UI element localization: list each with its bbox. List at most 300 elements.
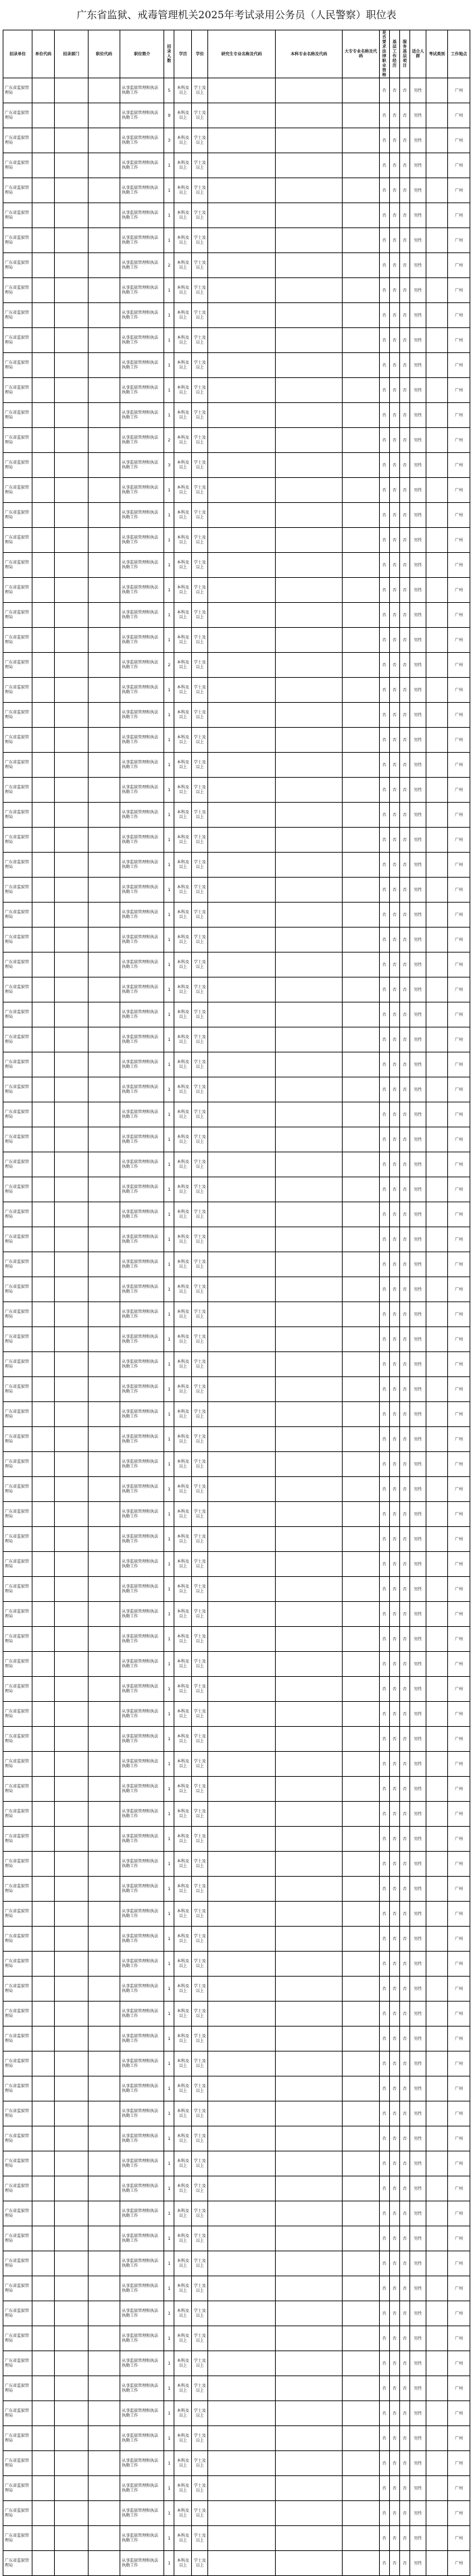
table-cell xyxy=(54,278,88,303)
table-cell xyxy=(275,1727,343,1752)
table-cell: 否 xyxy=(379,2451,389,2476)
table-row xyxy=(3,1252,470,1277)
table-cell xyxy=(208,1977,276,2002)
table-cell xyxy=(88,2426,120,2451)
table-cell xyxy=(88,2351,120,2376)
table-cell: 否 xyxy=(399,2451,409,2476)
table-cell xyxy=(426,1027,447,1052)
table-cell xyxy=(208,828,276,853)
table-cell: 本科及以上 xyxy=(174,2401,192,2426)
table-row xyxy=(3,1452,470,1477)
table-cell: 1 xyxy=(164,2526,174,2551)
table-cell xyxy=(275,1352,343,1377)
table-cell: 1 xyxy=(164,828,174,853)
table-cell: 否 xyxy=(399,1002,409,1027)
table-cell: 否 xyxy=(379,2002,389,2027)
table-cell: 学士及以上 xyxy=(192,253,208,278)
table-cell: 广州 xyxy=(448,578,470,603)
table-cell xyxy=(343,1252,379,1277)
table-cell: 否 xyxy=(399,1877,409,1902)
table-cell xyxy=(32,2101,54,2126)
table-cell xyxy=(426,1227,447,1252)
table-cell xyxy=(208,2076,276,2101)
table-cell: 男性 xyxy=(410,2501,426,2526)
table-cell xyxy=(426,1477,447,1502)
table-cell xyxy=(275,2451,343,2476)
table-row xyxy=(3,1402,470,1427)
table-cell: 否 xyxy=(379,1027,389,1052)
table-cell xyxy=(88,428,120,453)
table-cell: 否 xyxy=(379,1152,389,1177)
table-cell: 否 xyxy=(379,528,389,553)
table-cell: 男性 xyxy=(410,378,426,403)
table-cell xyxy=(343,928,379,952)
table-cell xyxy=(426,1827,447,1852)
table-cell: 男性 xyxy=(410,753,426,778)
table-cell xyxy=(54,2151,88,2176)
table-cell: 本科及以上 xyxy=(174,1202,192,1227)
table-cell: 否 xyxy=(399,1502,409,1527)
table-cell: 男性 xyxy=(410,977,426,1002)
table-cell xyxy=(343,1752,379,1777)
table-cell xyxy=(275,1402,343,1427)
table-cell: 本科及以上 xyxy=(174,2276,192,2301)
table-cell: 从事监狱管理和执法执勤工作 xyxy=(120,1902,164,1927)
table-cell: 本科及以上 xyxy=(174,1552,192,1577)
table-cell: 本科及以上 xyxy=(174,1452,192,1477)
table-cell: 否 xyxy=(379,1777,389,1802)
table-cell xyxy=(275,1552,343,1577)
table-cell: 否 xyxy=(379,353,389,378)
table-cell xyxy=(208,2126,276,2151)
table-cell xyxy=(426,2351,447,2376)
table-cell: 男性 xyxy=(410,628,426,653)
table-cell: 广东省监狱管理局 xyxy=(3,1602,32,1627)
table-cell xyxy=(426,1677,447,1702)
table-cell: 否 xyxy=(389,603,399,628)
table-cell xyxy=(426,1127,447,1152)
table-cell xyxy=(343,1427,379,1452)
table-cell: 否 xyxy=(389,2351,399,2376)
table-cell: 否 xyxy=(399,828,409,853)
table-cell xyxy=(343,453,379,478)
table-cell xyxy=(54,1327,88,1352)
table-cell: 学士及以上 xyxy=(192,453,208,478)
table-cell xyxy=(343,1302,379,1327)
table-cell xyxy=(208,952,276,977)
table-cell: 广东省监狱管理局 xyxy=(3,2076,32,2101)
table-cell: 广州 xyxy=(448,1027,470,1052)
table-cell xyxy=(426,2251,447,2276)
table-cell xyxy=(32,977,54,1002)
table-cell xyxy=(88,1852,120,1877)
table-cell xyxy=(275,1302,343,1327)
table-cell: 否 xyxy=(399,903,409,928)
table-cell xyxy=(208,2027,276,2051)
table-cell xyxy=(32,603,54,628)
table-cell: 否 xyxy=(399,1277,409,1302)
table-cell xyxy=(32,878,54,903)
table-cell xyxy=(88,1652,120,1677)
table-cell xyxy=(208,1202,276,1227)
table-cell: 学士及以上 xyxy=(192,653,208,678)
table-cell: 否 xyxy=(379,478,389,503)
table-cell: 否 xyxy=(379,1602,389,1627)
table-cell xyxy=(275,153,343,178)
table-cell xyxy=(208,2476,276,2501)
table-row xyxy=(3,1802,470,1827)
table-cell xyxy=(88,1677,120,1702)
table-cell: 否 xyxy=(379,1977,389,2002)
table-cell: 广东省监狱管理局 xyxy=(3,628,32,653)
table-cell: 否 xyxy=(379,1727,389,1752)
table-cell xyxy=(275,2301,343,2326)
table-cell xyxy=(32,153,54,178)
table-cell: 否 xyxy=(379,278,389,303)
table-cell: 学士及以上 xyxy=(192,2501,208,2526)
table-cell xyxy=(343,1377,379,1402)
table-cell: 男性 xyxy=(410,1002,426,1027)
table-cell: 否 xyxy=(389,303,399,328)
table-cell: 广东省监狱管理局 xyxy=(3,1252,32,1277)
table-cell xyxy=(426,1602,447,1627)
table-cell: 否 xyxy=(389,1277,399,1302)
table-cell: 广东省监狱管理局 xyxy=(3,1502,32,1527)
table-row xyxy=(3,2226,470,2251)
table-cell xyxy=(426,653,447,678)
table-cell: 1 xyxy=(164,353,174,378)
table-cell: 本科及以上 xyxy=(174,103,192,128)
table-cell xyxy=(54,2376,88,2401)
table-cell xyxy=(32,1352,54,1377)
table-cell xyxy=(208,378,276,403)
table-cell: 1 xyxy=(164,1727,174,1752)
table-cell: 1 xyxy=(164,2376,174,2401)
table-cell xyxy=(426,2401,447,2426)
table-cell xyxy=(426,128,447,153)
table-cell xyxy=(275,1902,343,1927)
table-cell xyxy=(208,1052,276,1077)
table-row xyxy=(3,952,470,977)
table-cell xyxy=(343,2276,379,2301)
table-cell: 从事监狱管理和执法执勤工作 xyxy=(120,1027,164,1052)
table-cell: 广东省监狱管理局 xyxy=(3,828,32,853)
table-cell: 否 xyxy=(379,2076,389,2101)
table-cell xyxy=(275,428,343,453)
table-cell: 否 xyxy=(379,1327,389,1352)
table-cell: 广东省监狱管理局 xyxy=(3,2201,32,2226)
table-cell xyxy=(54,1802,88,1827)
table-cell: 否 xyxy=(389,977,399,1002)
table-row xyxy=(3,1727,470,1752)
table-cell: 学士及以上 xyxy=(192,203,208,228)
table-cell xyxy=(32,1327,54,1352)
table-cell xyxy=(343,1902,379,1927)
table-cell: 广州 xyxy=(448,153,470,178)
table-cell xyxy=(54,178,88,203)
table-cell: 否 xyxy=(399,2176,409,2201)
table-cell xyxy=(426,203,447,228)
table-cell xyxy=(426,403,447,428)
table-cell: 广东省监狱管理局 xyxy=(3,353,32,378)
table-cell: 1 xyxy=(164,1352,174,1377)
table-cell: 1 xyxy=(164,2276,174,2301)
table-cell xyxy=(208,253,276,278)
table-cell: 从事监狱管理和执法执勤工作 xyxy=(120,2276,164,2301)
table-cell: 否 xyxy=(379,2101,389,2126)
table-cell: 否 xyxy=(389,1952,399,1977)
table-cell: 学士及以上 xyxy=(192,2027,208,2051)
table-cell xyxy=(426,1002,447,1027)
table-cell: 男性 xyxy=(410,2051,426,2076)
table-cell xyxy=(426,78,447,103)
table-cell: 广州 xyxy=(448,528,470,553)
table-cell: 否 xyxy=(379,1052,389,1077)
table-cell: 从事监狱管理和执法执勤工作 xyxy=(120,1877,164,1902)
table-cell: 男性 xyxy=(410,2301,426,2326)
column-header: 单位代码 xyxy=(32,30,54,78)
table-cell: 否 xyxy=(389,2201,399,2226)
table-cell xyxy=(54,1827,88,1852)
table-cell: 1 xyxy=(164,1677,174,1702)
table-cell: 学士及以上 xyxy=(192,2351,208,2376)
table-cell: 1 xyxy=(164,2326,174,2351)
table-cell: 学士及以上 xyxy=(192,2176,208,2201)
table-cell: 男性 xyxy=(410,1852,426,1877)
table-cell: 从事监狱管理和执法执勤工作 xyxy=(120,1527,164,1552)
table-cell xyxy=(208,703,276,728)
table-cell xyxy=(88,1102,120,1127)
table-cell xyxy=(88,2551,120,2576)
table-cell xyxy=(54,78,88,103)
table-cell: 1 xyxy=(164,2451,174,2476)
table-row xyxy=(3,1227,470,1252)
table-cell xyxy=(32,228,54,253)
table-cell: 学士及以上 xyxy=(192,1027,208,1052)
table-cell xyxy=(32,1952,54,1977)
table-cell: 从事监狱管理和执法执勤工作 xyxy=(120,1552,164,1577)
table-cell xyxy=(88,753,120,778)
table-cell: 否 xyxy=(389,1927,399,1952)
table-cell: 否 xyxy=(389,1077,399,1102)
table-cell: 本科及以上 xyxy=(174,1352,192,1377)
table-cell xyxy=(343,1777,379,1802)
table-cell: 否 xyxy=(389,2251,399,2276)
table-cell: 否 xyxy=(399,2126,409,2151)
table-cell: 男性 xyxy=(410,2226,426,2251)
table-cell: 广州 xyxy=(448,977,470,1002)
table-cell: 广东省监狱管理局 xyxy=(3,753,32,778)
table-cell: 否 xyxy=(399,1302,409,1327)
table-row xyxy=(3,1702,470,1727)
table-cell: 否 xyxy=(389,1327,399,1352)
table-cell xyxy=(88,1477,120,1502)
table-cell: 学士及以上 xyxy=(192,1152,208,1177)
table-cell xyxy=(343,2376,379,2401)
table-cell: 学士及以上 xyxy=(192,2526,208,2551)
table-cell xyxy=(343,2526,379,2551)
table-cell: 广州 xyxy=(448,1402,470,1427)
table-cell: 广州 xyxy=(448,1752,470,1777)
table-cell xyxy=(88,2276,120,2301)
table-cell: 广州 xyxy=(448,1102,470,1127)
table-cell: 否 xyxy=(399,928,409,952)
table-cell xyxy=(54,553,88,578)
table-cell: 学士及以上 xyxy=(192,1752,208,1777)
table-cell: 否 xyxy=(379,128,389,153)
table-row xyxy=(3,1052,470,1077)
table-cell xyxy=(88,1252,120,1277)
table-cell: 从事监狱管理和执法执勤工作 xyxy=(120,1502,164,1527)
table-row xyxy=(3,303,470,328)
table-cell xyxy=(208,228,276,253)
table-cell: 广东省监狱管理局 xyxy=(3,1927,32,1952)
table-cell xyxy=(426,1277,447,1302)
table-cell xyxy=(32,78,54,103)
table-cell xyxy=(54,728,88,753)
table-cell: 广州 xyxy=(448,903,470,928)
table-cell xyxy=(88,1577,120,1602)
table-cell xyxy=(54,1502,88,1527)
table-cell: 从事监狱管理和执法执勤工作 xyxy=(120,1952,164,1977)
table-cell xyxy=(32,1677,54,1702)
table-cell: 1 xyxy=(164,578,174,603)
table-row xyxy=(3,178,470,203)
table-cell: 否 xyxy=(379,1352,389,1377)
table-cell xyxy=(32,203,54,228)
table-row xyxy=(3,1877,470,1902)
table-cell: 学士及以上 xyxy=(192,1527,208,1552)
table-cell xyxy=(32,903,54,928)
table-cell: 本科及以上 xyxy=(174,253,192,278)
table-cell: 否 xyxy=(389,2551,399,2576)
table-row xyxy=(3,2151,470,2176)
table-cell xyxy=(275,1027,343,1052)
table-cell: 广东省监狱管理局 xyxy=(3,1377,32,1402)
table-cell xyxy=(426,1402,447,1427)
table-cell xyxy=(208,2251,276,2276)
table-cell xyxy=(426,2151,447,2176)
table-cell: 广东省监狱管理局 xyxy=(3,503,32,528)
table-cell: 否 xyxy=(379,1827,389,1852)
table-cell xyxy=(426,1902,447,1927)
table-cell: 否 xyxy=(399,303,409,328)
table-cell xyxy=(343,2501,379,2526)
table-cell: 否 xyxy=(389,1702,399,1727)
table-cell: 否 xyxy=(379,2051,389,2076)
table-cell: 男性 xyxy=(410,878,426,903)
table-cell xyxy=(275,2476,343,2501)
table-cell: 1 xyxy=(164,2051,174,2076)
table-cell xyxy=(426,2027,447,2051)
table-row xyxy=(3,803,470,828)
table-cell: 学士及以上 xyxy=(192,178,208,203)
table-row xyxy=(3,2426,470,2451)
table-cell: 否 xyxy=(399,1402,409,1427)
table-cell: 学士及以上 xyxy=(192,1952,208,1977)
table-cell xyxy=(54,128,88,153)
table-cell: 广东省监狱管理局 xyxy=(3,253,32,278)
table-cell: 从事监狱管理和执法执勤工作 xyxy=(120,653,164,678)
table-cell: 学士及以上 xyxy=(192,628,208,653)
table-cell: 学士及以上 xyxy=(192,1902,208,1927)
table-cell: 否 xyxy=(379,2376,389,2401)
column-header: 大专专业名称及代码 xyxy=(343,30,379,78)
table-cell xyxy=(32,2401,54,2426)
table-row xyxy=(3,1552,470,1577)
table-cell: 广州 xyxy=(448,2201,470,2226)
table-cell: 从事监狱管理和执法执勤工作 xyxy=(120,1302,164,1327)
table-cell: 从事监狱管理和执法执勤工作 xyxy=(120,2301,164,2326)
table-cell xyxy=(426,1327,447,1352)
table-cell xyxy=(208,1552,276,1577)
table-cell xyxy=(208,1327,276,1352)
table-cell xyxy=(54,653,88,678)
table-cell: 否 xyxy=(389,1552,399,1577)
table-cell: 否 xyxy=(399,2376,409,2401)
table-cell xyxy=(88,977,120,1002)
table-cell: 学士及以上 xyxy=(192,828,208,853)
table-cell: 本科及以上 xyxy=(174,528,192,553)
table-cell xyxy=(32,253,54,278)
table-cell: 否 xyxy=(389,1802,399,1827)
table-cell: 广东省监狱管理局 xyxy=(3,2301,32,2326)
table-cell: 学士及以上 xyxy=(192,1877,208,1902)
table-cell xyxy=(88,703,120,728)
table-cell: 本科及以上 xyxy=(174,2051,192,2076)
table-cell xyxy=(88,2376,120,2401)
table-cell: 否 xyxy=(399,1327,409,1352)
table-cell: 本科及以上 xyxy=(174,2426,192,2451)
table-cell xyxy=(208,2501,276,2526)
table-cell: 1 xyxy=(164,1652,174,1677)
table-cell: 否 xyxy=(379,1852,389,1877)
table-cell xyxy=(426,278,447,303)
table-cell xyxy=(208,103,276,128)
table-cell: 否 xyxy=(399,1077,409,1102)
table-cell: 否 xyxy=(389,2501,399,2526)
table-cell xyxy=(275,228,343,253)
table-cell xyxy=(426,1627,447,1652)
table-cell: 否 xyxy=(389,2076,399,2101)
table-cell: 1 xyxy=(164,1852,174,1877)
table-cell: 1 xyxy=(164,403,174,428)
table-cell xyxy=(208,153,276,178)
table-cell: 男性 xyxy=(410,2451,426,2476)
table-cell: 从事监狱管理和执法执勤工作 xyxy=(120,1377,164,1402)
table-cell xyxy=(275,2326,343,2351)
table-cell: 否 xyxy=(379,1477,389,1502)
table-row xyxy=(3,2051,470,2076)
table-cell: 本科及以上 xyxy=(174,1052,192,1077)
table-row xyxy=(3,828,470,853)
table-cell: 学士及以上 xyxy=(192,2476,208,2501)
table-cell: 学士及以上 xyxy=(192,1277,208,1302)
table-cell xyxy=(275,1077,343,1102)
table-cell: 1 xyxy=(164,1252,174,1277)
table-cell: 广东省监狱管理局 xyxy=(3,2226,32,2251)
table-cell: 广东省监狱管理局 xyxy=(3,578,32,603)
table-cell: 广州 xyxy=(448,1727,470,1752)
table-cell xyxy=(88,78,120,103)
table-cell xyxy=(275,1377,343,1402)
table-cell: 否 xyxy=(389,1127,399,1152)
table-cell: 本科及以上 xyxy=(174,1952,192,1977)
table-cell: 否 xyxy=(379,2301,389,2326)
table-cell xyxy=(88,728,120,753)
table-cell: 从事监狱管理和执法执勤工作 xyxy=(120,1202,164,1227)
table-cell: 学士及以上 xyxy=(192,1127,208,1152)
